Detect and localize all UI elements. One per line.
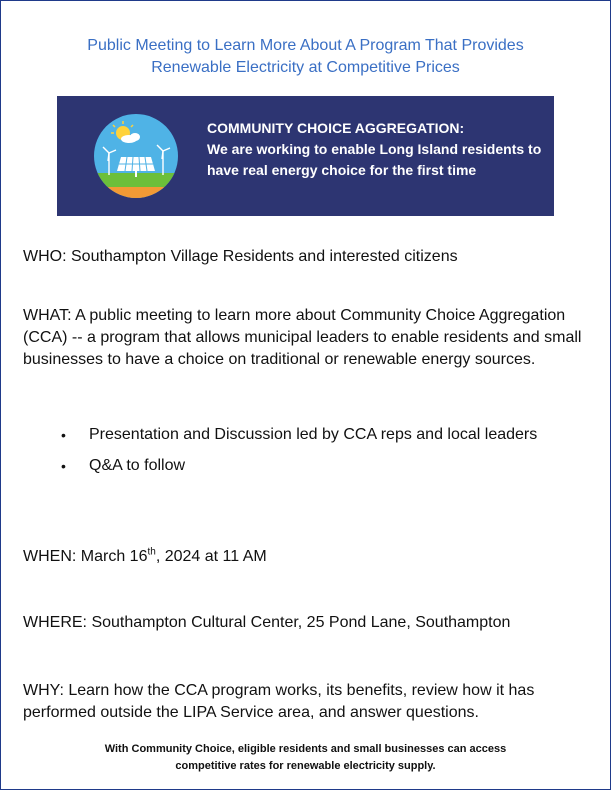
solar-wind-sun-icon [93,113,179,199]
who-paragraph: WHO: Southampton Village Residents and interested citizens [23,248,458,265]
what-paragraph: WHAT: A public meeting to learn more about Community Choice Aggregation (CCA) -- a program that allows municipal leaders to enable residents and small businesses to have a choice on traditional or renewable energy sources. [23,307,582,368]
footer-line-2: competitive rates for renewable electricity supply. [175,760,436,772]
details-list [1,424,586,486]
title-line-1: Public Meeting to Learn More About A Program That Provides [87,37,524,54]
footer-note [1,741,610,775]
banner-message: We are working to enable Long Island residents to have real energy choice for the first time [207,141,542,178]
banner-heading: COMMUNITY CHOICE AGGREGATION: [207,120,465,136]
title-line-2: Renewable Electricity at Competitive Prices [151,59,460,76]
banner-text [207,118,547,181]
when-suffix: , 2024 at 11 AM [155,548,267,565]
page-title [1,35,610,79]
cca-banner [57,96,554,216]
footer-line-1: With Community Choice, eligible residents and small businesses can access [104,743,507,755]
when-superscript: th [147,546,156,558]
why-paragraph: WHY: Learn how the CCA program works, its benefits, review how it has performed outside the LIPA Service area, and answer questions. [23,682,535,721]
bullet-icon: • [61,427,66,443]
list-item [1,455,586,477]
where-paragraph: WHERE: Southampton Cultural Center, 25 Pond Lane, Southampton [23,614,511,631]
when-prefix: WHEN: March 16 [23,548,148,565]
list-item [1,424,586,446]
when-paragraph [23,546,586,568]
bullet-icon: • [61,458,66,474]
list-item-text: Q&A to follow [89,457,186,474]
list-item-text: Presentation and Discussion led by CCA reps and local leaders [89,426,538,443]
